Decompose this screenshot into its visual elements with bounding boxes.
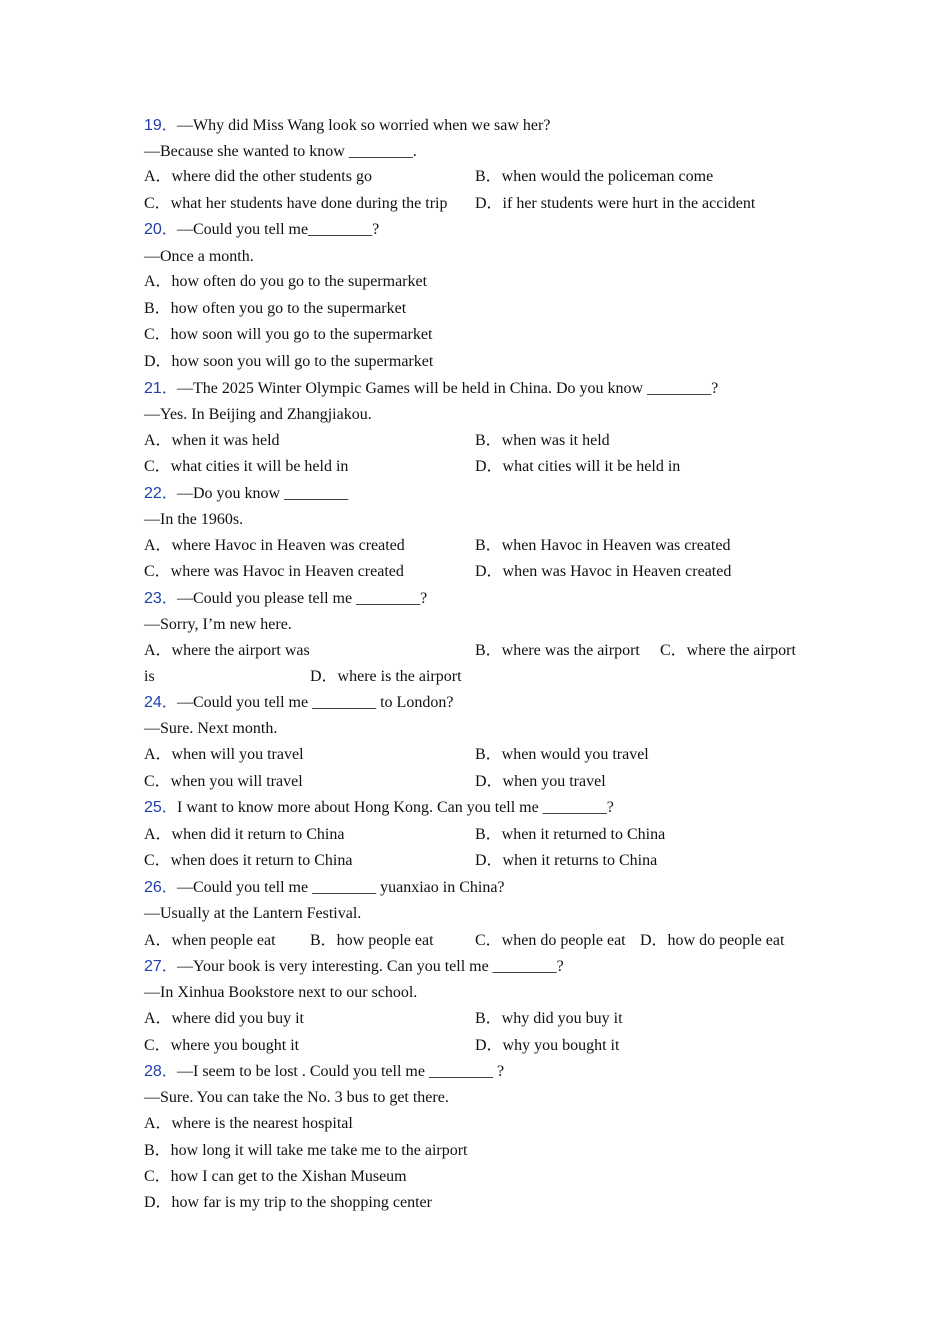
question-stem: —Could you tell me ________ yuanxiao in China? (177, 879, 505, 896)
answer-option: B．how people eat (310, 932, 434, 949)
answer-option: C．what her students have done during the trip (144, 195, 448, 212)
dialogue-answer: —Once a month. (144, 248, 254, 265)
answer-option: B．how long it will take me take me to the airport (144, 1142, 468, 1159)
dialogue-answer: —Usually at the Lantern Festival. (144, 905, 362, 922)
answer-option: D．why you bought it (475, 1037, 620, 1054)
answer-option: B．how often you go to the supermarket (144, 300, 407, 317)
answer-option: B．when would you travel (475, 746, 649, 763)
answer-option: A．how often do you go to the supermarket (144, 273, 428, 290)
question-number: 22． (144, 485, 178, 502)
answer-option: D．what cities will it be held in (475, 458, 681, 475)
answer-option: D．when was Havoc in Heaven created (475, 563, 732, 580)
question-stem: —Could you please tell me ________? (177, 590, 428, 607)
answer-option: B．where was the airport (475, 642, 640, 659)
question-stem: —Could you tell me ________ to London? (177, 694, 454, 711)
answer-option: B．when it returned to China (475, 826, 666, 843)
question-stem: —Your book is very interesting. Can you tell me ________? (177, 958, 564, 975)
answer-option: C．what cities it will be held in (144, 458, 349, 475)
dialogue-answer: —Because she wanted to know ________. (144, 143, 417, 160)
question-stem: —I seem to be lost . Could you tell me ________ ? (177, 1063, 505, 1080)
answer-option: D．if her students were hurt in the accident (475, 195, 756, 212)
question-number: 27． (144, 958, 178, 975)
answer-option: B．when Havoc in Heaven was created (475, 537, 731, 554)
answer-option: D．how soon you will go to the supermarket (144, 353, 434, 370)
answer-option: B．when would the policeman come (475, 168, 714, 185)
question-number: 26． (144, 879, 178, 896)
dialogue-answer: —Sure. You can take the No. 3 bus to get there. (144, 1089, 449, 1106)
answer-option: C．where you bought it (144, 1037, 300, 1054)
answer-option: A．where did the other students go (144, 168, 372, 185)
answer-option: B．when was it held (475, 432, 610, 449)
answer-option: D．how do people eat (640, 932, 785, 949)
answer-option: C．where was Havoc in Heaven created (144, 563, 404, 580)
dialogue-answer: —Sure. Next month. (144, 720, 278, 737)
question-stem: —Could you tell me________? (177, 221, 380, 238)
dialogue-answer: —Sorry, I’m new here. (144, 616, 292, 633)
question-number: 19． (144, 117, 178, 134)
answer-option: D．how far is my trip to the shopping center (144, 1194, 432, 1211)
question-number: 23． (144, 590, 178, 607)
question-stem: —The 2025 Winter Olympic Games will be held in China. Do you know ________? (177, 380, 719, 397)
dialogue-answer: —In the 1960s. (144, 511, 244, 528)
question-number: 25． (144, 799, 178, 816)
answer-option: D．when you travel (475, 773, 606, 790)
answer-option: A．where Havoc in Heaven was created (144, 537, 405, 554)
answer-option: D．when it returns to China (475, 852, 658, 869)
answer-option: A．when it was held (144, 432, 280, 449)
answer-option: A．where did you buy it (144, 1010, 304, 1027)
answer-option: C．when you will travel (144, 773, 303, 790)
answer-option: B．why did you buy it (475, 1010, 623, 1027)
question-stem: I want to know more about Hong Kong. Can you tell me ________? (177, 799, 614, 816)
answer-option: A．when people eat (144, 932, 276, 949)
answer-option: C．how I can get to the Xishan Museum (144, 1168, 407, 1185)
question-stem: —Do you know ________ (177, 485, 349, 502)
question-number: 21． (144, 380, 178, 397)
answer-option: C．when do people eat (475, 932, 626, 949)
question-number: 20． (144, 221, 178, 238)
dialogue-answer: —Yes. In Beijing and Zhangjiakou. (144, 406, 372, 423)
answer-option: C．when does it return to China (144, 852, 353, 869)
answer-option: A．where is the nearest hospital (144, 1115, 353, 1132)
answer-option: A．when did it return to China (144, 826, 345, 843)
answer-option: A．where the airport was (144, 642, 310, 659)
question-stem: —Why did Miss Wang look so worried when we saw her? (177, 117, 551, 134)
answer-option: A．when will you travel (144, 746, 304, 763)
answer-option: D．where is the airport (310, 668, 462, 685)
dialogue-answer: —In Xinhua Bookstore next to our school. (144, 984, 418, 1001)
answer-option: C．where the airport (660, 642, 796, 659)
question-number: 24． (144, 694, 178, 711)
answer-option: is (144, 668, 155, 685)
question-number: 28． (144, 1063, 178, 1080)
answer-option: C．how soon will you go to the supermarket (144, 326, 433, 343)
